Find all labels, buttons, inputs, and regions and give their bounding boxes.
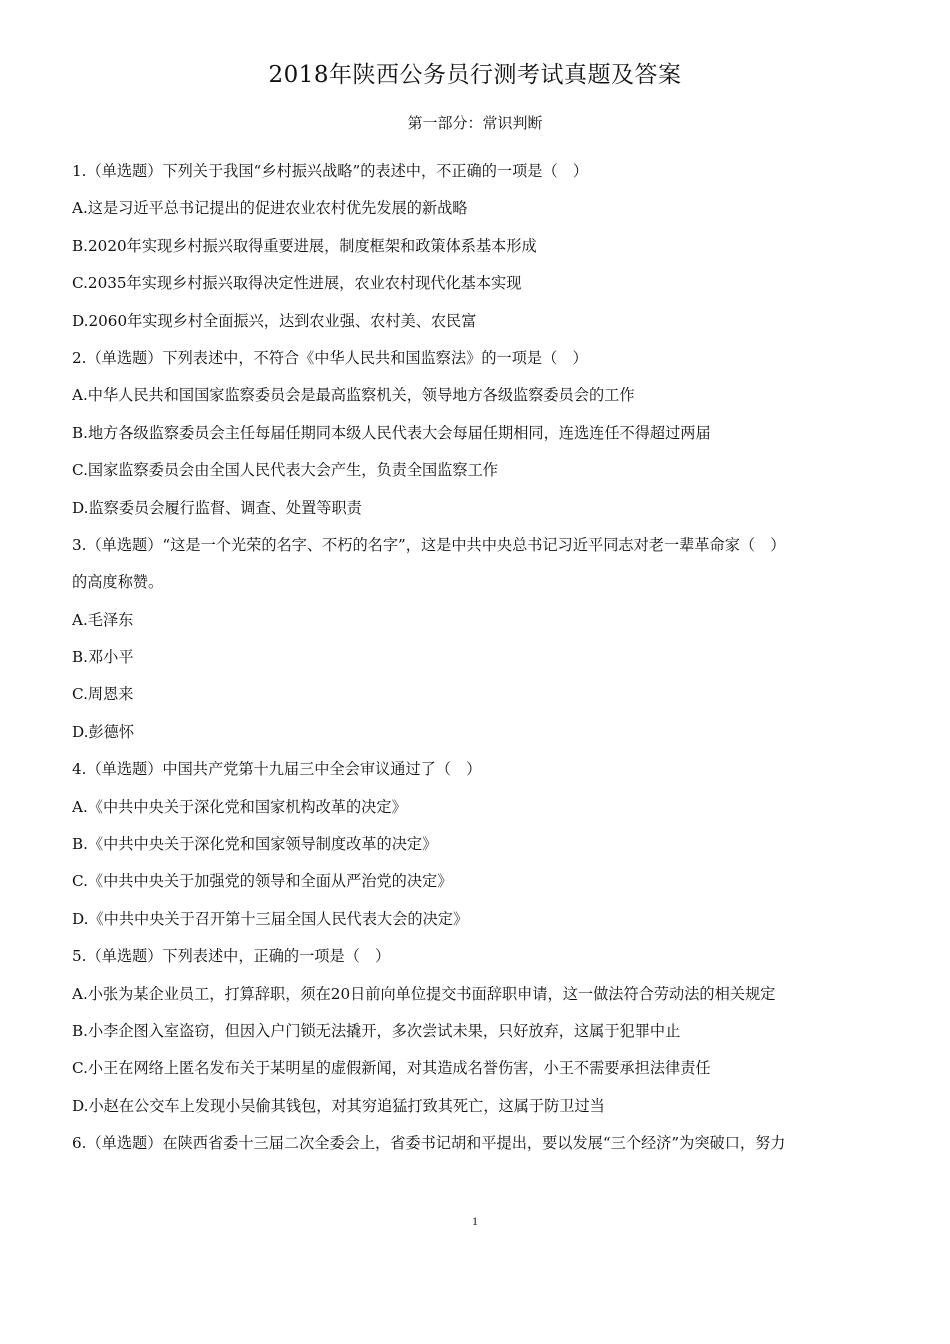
- question-4-option-c: C.《中共中央关于加强党的领导和全面从严治党的决定》: [72, 872, 453, 891]
- question-1-option-a: A.这是习近平总书记提出的促进农业农村优先发展的新战略: [72, 199, 468, 218]
- document-title: 2018年陕西公务员行测考试真题及答案: [268, 62, 682, 88]
- question-4-option-d: D.《中共中央关于召开第十三届全国人民代表大会的决定》: [72, 909, 469, 928]
- question-3-option-d: D.彭德怀: [72, 722, 135, 741]
- question-5-option-a: A.小张为某企业员工，打算辞职，须在20日前向单位提交书面辞职申请，这一做法符合劳动法的相关规定: [72, 984, 776, 1003]
- question-1-stem: 1.（单选题）下列关于我国“乡村振兴战略”的表述中，不正确的一项是（ ）: [72, 162, 589, 180]
- question-5-option-c: C.小王在网络上匿名发布关于某明星的虚假新闻，对其造成名誉伤害，小王不需要承担法律责任: [72, 1059, 711, 1078]
- question-3-option-a: A.毛泽东: [72, 610, 134, 629]
- question-1-option-c: C.2035年实现乡村振兴取得决定性进展，农业农村现代化基本实现: [72, 274, 522, 293]
- question-2-option-a: A.中华人民共和国国家监察委员会是最高监察机关，领导地方各级监察委员会的工作: [72, 386, 635, 405]
- question-list: [72, 153, 882, 1163]
- question-6-stem: 6.（单选题）在陕西省委十三届二次全委会上，省委书记胡和平提出，要以发展“三个经济”为突破口，努力: [72, 1134, 786, 1153]
- question-2-stem: 2.（单选题）下列表述中，不符合《中华人民共和国监察法》的一项是（ ）: [72, 348, 588, 367]
- section-heading: 第一部分：常识判断: [407, 114, 543, 132]
- question-3-stem-continued: 的高度称赞。: [72, 573, 164, 592]
- question-4-option-a: A.《中共中央关于深化党和国家机构改革的决定》: [72, 797, 407, 816]
- question-2-option-c: C.国家监察委员会由全国人民代表大会产生，负责全国监察工作: [72, 461, 498, 480]
- question-2-option-d: D.监察委员会履行监督、调查、处置等职责: [72, 498, 362, 517]
- question-5-option-d: D.小赵在公交车上发现小吴偷其钱包，对其穷追猛打致其死亡，这属于防卫过当: [72, 1096, 605, 1115]
- question-4-stem: 4.（单选题）中国共产党第十九届三中全会审议通过了（ ）: [72, 760, 482, 779]
- question-5-stem: 5.（单选题）下列表述中，正确的一项是（ ）: [72, 947, 391, 966]
- question-1-option-d: D.2060年实现乡村全面振兴，达到农业强、农村美、农民富: [72, 311, 477, 330]
- question-4-option-b: B.《中共中央关于深化党和国家领导制度改革的决定》: [72, 835, 438, 854]
- question-3-option-c: C.周恩来: [72, 685, 134, 704]
- question-3-stem: 3.（单选题）“这是一个光荣的名字、不朽的名字”，这是中共中央总书记习近平同志对老一辈革命家（ ）: [72, 535, 786, 554]
- question-1-option-b: B.2020年实现乡村振兴取得重要进展，制度框架和政策体系基本形成: [72, 236, 537, 255]
- question-3-option-b: B.邓小平: [72, 648, 134, 667]
- question-2-option-b: B.地方各级监察委员会主任每届任期同本级人民代表大会每届任期相同，连选连任不得超过两届: [72, 423, 711, 442]
- question-5-option-b: B.小李企图入室盗窃，但因入户门锁无法撬开，多次尝试未果，只好放弃，这属于犯罪中止: [72, 1021, 681, 1040]
- page-number: 1: [472, 1214, 478, 1228]
